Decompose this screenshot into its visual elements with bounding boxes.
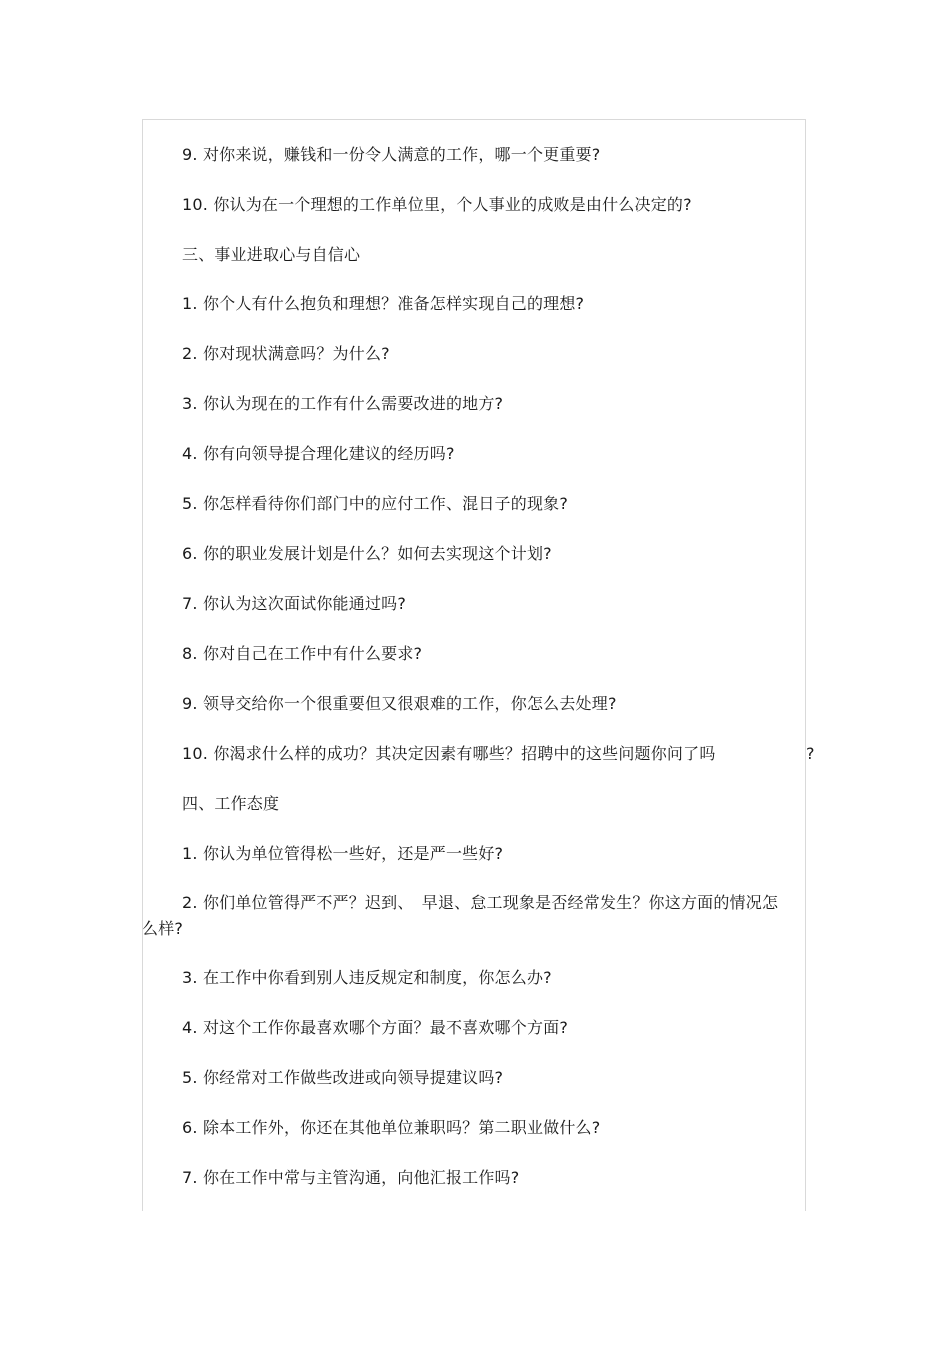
question-3-work-improvement: 3. 你认为现在的工作有什么需要改进的地方? [182, 394, 504, 413]
question-5-improvement-suggestions: 5. 你经常对工作做些改进或向领导提建议吗? [182, 1068, 504, 1087]
question-4-suggestions-experience: 4. 你有向领导提合理化建议的经历吗? [182, 444, 455, 463]
trailing-question-mark: ? [806, 744, 815, 763]
question-5-slacking-views: 5. 你怎样看待你们部门中的应付工作、混日子的现象? [182, 494, 569, 513]
question-6-career-plan: 6. 你的职业发展计划是什么？如何去实现这个计划? [182, 544, 552, 563]
question-7-communication-with-supervisor: 7. 你在工作中常与主管沟通，向他汇报工作吗? [182, 1168, 520, 1187]
question-2-management-strictness: 2. 你们单位管得严不严？迟到、 早退、怠工现象是否经常发生？你这方面的情况怎么样? [142, 893, 779, 938]
section-heading-work-attitude: 四、工作态度 [182, 794, 280, 813]
question-9-difficult-task: 9. 领导交给你一个很重要但又很艰难的工作，你怎么去处理? [182, 694, 617, 713]
page-frame [142, 119, 806, 1211]
question-9-earning-vs-satisfaction: 9. 对你来说，赚钱和一份令人满意的工作，哪一个更重要? [182, 145, 601, 164]
question-4-likes-dislikes: 4. 对这个工作你最喜欢哪个方面？最不喜欢哪个方面? [182, 1018, 569, 1037]
question-6-side-jobs: 6. 除本工作外，你还在其他单位兼职吗？第二职业做什么? [182, 1118, 601, 1137]
question-7-pass-interview: 7. 你认为这次面试你能通过吗? [182, 594, 407, 613]
question-1-aspirations: 1. 你个人有什么抱负和理想？准备怎样实现自己的理想? [182, 294, 585, 313]
question-8-self-requirements: 8. 你对自己在工作中有什么要求? [182, 644, 423, 663]
question-2-satisfaction-status: 2. 你对现状满意吗？为什么? [182, 344, 390, 363]
section-heading-ambition-confidence: 三、事业进取心与自信心 [182, 245, 361, 264]
question-1-strict-or-loose: 1. 你认为单位管得松一些好，还是严一些好? [182, 844, 504, 863]
question-3-rule-violations: 3. 在工作中你看到别人违反规定和制度，你怎么办? [182, 968, 552, 987]
question-10-career-success-factors: 10. 你认为在一个理想的工作单位里，个人事业的成败是由什么决定的? [182, 195, 692, 214]
question-10-desired-success: 10. 你渴求什么样的成功？其决定因素有哪些？招聘中的这些问题你问了吗 [182, 744, 716, 763]
